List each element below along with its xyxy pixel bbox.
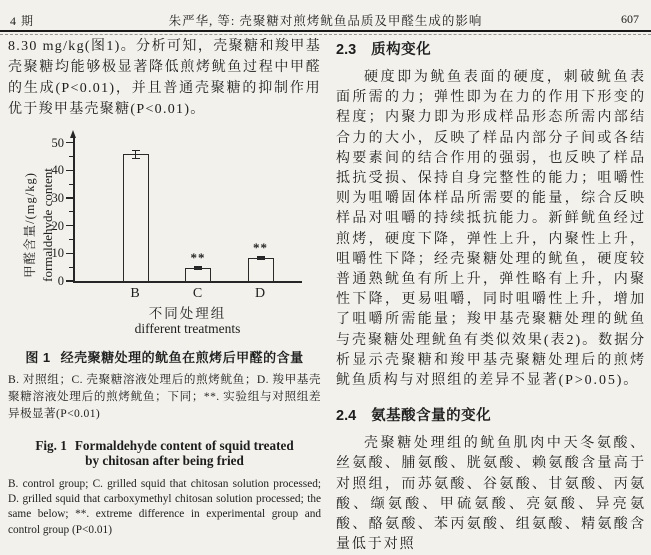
error-bar-cap-bottom [257,259,265,260]
category-label: C [192,286,204,301]
section-title: 质构变化 [371,42,432,58]
y-minor-tick [69,156,73,157]
figure-notes-en: B. control group; C. grilled squid that chitosan solution processed; D. grilled squid that carboxymethyl chitosan solution processed; the same below; **. extreme difference in experimental group and control group (P<0.01) [8,477,321,536]
section-number: 2.4 [336,408,357,425]
running-title: 朱严华, 等: 壳聚糖对煎烤鱿鱼品质及甲醛生成的影响 [168,14,483,28]
header-rule-dashed [0,34,651,35]
y-axis-label-cn: 甲醛含量/(mg/kg) [23,172,37,278]
y-major-tick [66,197,73,198]
error-bar-cap-top [257,256,265,257]
figure-caption-en [8,438,321,469]
error-bar-cap-bottom [132,158,140,159]
x-axis-label-en: different treatments [134,321,241,336]
right-column [336,38,646,555]
y-minor-tick [69,239,73,240]
figure-caption-en-label: Fig. 1 [35,437,67,453]
issue-label: 4 期 [10,14,35,28]
y-tick-label: 50 [51,135,64,150]
y-minor-tick [69,184,73,185]
bar-B [123,154,149,282]
y-minor-tick [69,211,73,212]
y-major-tick [66,253,73,254]
significance-marker: ** [253,239,268,255]
significance-marker: ** [190,249,206,265]
category-label: D [254,286,267,301]
y-major-tick [66,225,73,226]
error-bar-cap-bottom [194,269,202,270]
page-number: 607 [621,12,639,26]
section-2-3-paragraph: 硬度即为鱿鱼表面的硬度，刺破鱿鱼表面所需的力；弹性即为在力的作用下形变的程度；内聚力即为形成样品形态所需内部结合力的大小，反映了样品内部分子间或各结构要素间的结合作用的强弱，也反映了样品抵抗受损、保持自身完整性的能力；咀嚼性则为咀嚼固体样品所需要的能量，综合反映样品对咀嚼的持续抵抗能力。新鲜鱿鱼经过煎烤，硬度下降，弹性上升，内聚性上升，咀嚼性下降；经壳聚糖处理的鱿鱼，硬度较普通熟鱿鱼有所上升，弹性略有上升，内聚性下降，更易咀嚼，同时咀嚼性上升，增加了咀嚼所需能量；羧甲基壳聚糖处理的鱿鱼与壳聚糖处理鱿鱼有类似效果(表2)。数据分析显示壳聚糖和羧甲基壳聚糖处理后的煎烤鱿鱼质构与对照组的差异不显著(P>0.05)。 [336,70,646,389]
bar-C [185,268,211,282]
figure-notes-cn: B. 对照组；C. 壳聚糖溶液处理后的煎烤鱿鱼；D. 羧甲基壳聚糖溶液处理后的煎烤鱿鱼；下同；**. 实验组与对照组差异极显著(P<0.01) [8,373,321,421]
y-axis-line [73,138,75,283]
bar-D [248,258,274,282]
page-header [0,0,651,36]
y-minor-tick [69,267,73,268]
figure-1-chart [16,130,318,342]
figure-caption-en-text: Formaldehyde content of squid treated by chitosan after being fried [74,437,294,469]
y-tick-label: 30 [51,191,64,206]
y-tick-label: 0 [57,274,64,288]
figure-caption-cn-text: 经壳聚糖处理的鱿鱼在煎烤后甲醛的含量 [60,350,304,365]
y-axis-label-en: formaldehyde content [40,168,55,282]
figure-caption-cn-label: 图 1 [25,350,51,365]
section-2-4-paragraph: 壳聚糖处理组的鱿鱼肌肉中天冬氨酸、丝氨酸、脯氨酸、胱氨酸、赖氨酸含量高于对照组，而苏氨酸、谷氨酸、甘氨酸、丙氨酸、缬氨酸、甲硫氨酸、亮氨酸、异亮氨酸、酪氨酸、苯丙氨酸、组氨酸、精氨酸含量低于对照 [336,436,646,553]
header-rule [0,30,651,32]
left-column [8,36,321,549]
intro-paragraph: 8.30 mg/kg(图1)。分析可知，壳聚糖和羧甲基壳聚糖均能够极显著降低煎烤鱿鱼过程中甲醛的生成(P<0.01)，并且普通壳聚糖的抑制作用优于羧甲基壳聚糖(P<0.01)。 [8,39,321,117]
y-tick-label: 20 [51,218,64,233]
y-tick-label: 40 [51,163,64,178]
error-bar-cap-top [194,266,202,267]
category-label: B [130,286,141,301]
section-heading-2-4 [336,404,646,425]
section-title: 氨基酸含量的变化 [371,408,492,425]
section-heading-2-3 [336,38,646,59]
y-major-tick [66,170,73,171]
y-axis-arrow [70,130,76,138]
y-tick-label: 10 [51,246,64,261]
section-number: 2.3 [336,42,357,58]
figure-caption-cn [8,347,321,366]
y-major-tick [66,142,73,143]
error-bar-cap-top [132,150,140,151]
x-axis-label-cn: 不同处理组 [148,306,227,321]
y-major-tick [66,280,73,281]
